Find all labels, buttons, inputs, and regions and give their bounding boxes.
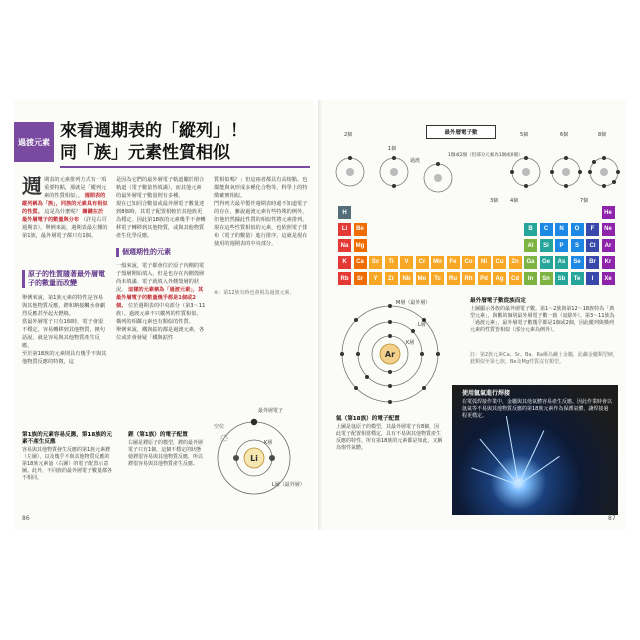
paragraph: 門得列夫最早製作週期表時還不知道電子的存在，雖說過渡元素有些特殊的例外，但他仍然據此性質的相似性將元素排列。 — [214, 201, 308, 223]
paragraph: 現在這些性質相似的元素，也依照電子排布（電子的數量）進行排序，這就是現在使用的週期表的中央部分。 — [214, 225, 308, 247]
m-shell-label: M層（最外層） — [396, 300, 431, 306]
element-cell: Ge — [540, 256, 553, 269]
paragraph: 一般來說，電子都會位於原子內側的電子殼層開始填入，但是也存在內側殼層尚未填滿、電子就填入外側殼層的狀況。 — [116, 263, 205, 293]
paragraph: 舉例來說，第1族元素的特性是容易與其他物質反應，鋰和鈉接觸水會劇烈反應甚至起火燃燒。 — [22, 295, 106, 317]
side-note-text: 上圖顯示各族的最外層電子數。第1～2族與第12～18族特為「典型元素」，與數的個別最外層電子數一致（氦除外）。第3～11族為「過渡元素」，最外層電子數幾乎都是1個或2個，因此縱列與橫列元素的性質皆相似（部分元素為例外）。 — [470, 306, 615, 333]
element-cell: O — [571, 223, 584, 236]
caption-group-elements — [22, 432, 112, 482]
page-number-left: 86 — [22, 515, 30, 522]
element-cell: Na — [338, 239, 351, 252]
photo-text: 在電弧焊接作業中，金屬與其他氣體容易產生反應。因此作業時會以氬氣等不易與其他物質反應的第18族元素作為保護氣體，讓焊接過程更穩定。 — [462, 399, 613, 419]
caption-argon — [336, 416, 444, 452]
element-cell: F — [586, 223, 599, 236]
element-cell: Cu — [493, 256, 506, 269]
label-2: 2個 — [344, 132, 353, 138]
element-cell: Cr — [416, 256, 429, 269]
element-cell: Zn — [509, 256, 522, 269]
caption-text: 容易與其他物質發生反應的第1族元素鋰（左圖），以及幾乎不與其他物質反應的第18族元素氬（右圖）的電子配置示意圖。此外，不同族的最外層電子數量都各不相同。 — [22, 447, 113, 481]
element-cell: Kr — [602, 256, 615, 269]
element-cell: Be — [354, 223, 367, 236]
element-cell: Ca — [354, 256, 367, 269]
k-shell-label: K層 — [264, 440, 273, 446]
vacancy-label: 空位 — [214, 424, 225, 430]
element-cell: P — [555, 239, 568, 252]
side-note-title: 最外層電子數從族而定 — [470, 298, 526, 304]
element-cell: V — [400, 256, 413, 269]
note: ※：第12族有時也會視為過渡元素。 — [214, 290, 295, 296]
lithium-atom-diagram — [210, 400, 310, 510]
element-cell: Nb — [400, 272, 413, 285]
outer-electron-header: 最外層電子數 — [426, 125, 496, 139]
text-column-1b — [22, 294, 108, 366]
element-cell: Ni — [478, 256, 491, 269]
key-text: （詳見右頁週期表）。舉例來說，週期表最左側的第1族，最外層電子都只有1個。 — [22, 217, 108, 239]
element-cell: Ne — [602, 223, 615, 236]
caption-title: 第1族的元素容易反應，第18族的元素不產生反應 — [22, 432, 112, 445]
outer-electron — [251, 419, 257, 425]
intro-highlight: 週期表的縱列稱為「族」，同族的元素具有相似的性質。 — [22, 193, 108, 215]
caption-text: 上圖是氬原子的模型，其最外層電子有8個，因此電子配置相當穩定，具有不易與其他物質產生反應的特性。所有第18族的元素都是如此，又稱為惰性氣體。 — [336, 424, 443, 451]
spark-line — [506, 416, 519, 485]
element-cell: Se — [571, 256, 584, 269]
transition-highlight: 這樣的元素稱為「過渡元素」，其最外層電子的數量幾乎都是1個或2個。 — [116, 287, 204, 309]
element-cell: Mg — [354, 239, 367, 252]
photo-caption — [462, 390, 612, 420]
page-title — [60, 120, 310, 164]
label-transition: 過渡 — [410, 158, 421, 164]
element-cell: H — [338, 206, 351, 219]
intro-text: 期表的元素排列方式有一項重要特點，那就是「縱列元素的性質相似」。 — [44, 177, 107, 199]
paragraph: 舉例來說，鐵與鈷的都是過渡元素，各位或許會發疑「鐵與鈷性 — [116, 327, 205, 341]
label-6: 6個 — [560, 132, 569, 138]
title-line-1: 來看週期表的「縱列」！ — [60, 121, 247, 141]
element-cell: Fe — [447, 256, 460, 269]
electron-k — [233, 455, 239, 461]
element-cell: Zr — [385, 272, 398, 285]
element-cell: Ag — [493, 272, 506, 285]
drop-cap: 週 — [22, 174, 42, 198]
element-cell: Co — [462, 256, 475, 269]
side-footnote: 註：第2族元素Ca、Sr、Ba、Ra稱為鹼土金屬，此鹼金屬類型硬，鎂類似至第七族。Be及Mg性質沒有類型。 — [470, 352, 618, 365]
label-1: 1個 — [388, 146, 397, 152]
element-cell: Xe — [602, 272, 615, 285]
element-cell: Tc — [431, 272, 444, 285]
title-rule — [60, 166, 310, 168]
electron-count-diagram — [330, 126, 622, 206]
text-column-3 — [214, 176, 308, 248]
element-cell: Al — [524, 239, 537, 252]
element-cell: B — [524, 223, 537, 236]
element-cell: Br — [586, 256, 599, 269]
outer-electron-label: 最外層電子 — [258, 408, 284, 414]
element-cell: Sc — [369, 256, 382, 269]
photo-title: 使用氬氣進行焊接 — [462, 390, 511, 397]
element-cell: C — [540, 223, 553, 236]
periodic-table — [338, 206, 618, 290]
section-tag: 過渡元素 — [14, 122, 54, 162]
element-cell: Cl — [586, 239, 599, 252]
element-cell: Rb — [338, 272, 351, 285]
subheading-1: 原子的性質隨著最外層電子的數量而改變 — [22, 270, 108, 288]
element-cell: He — [602, 206, 615, 219]
element-cell: S — [571, 239, 584, 252]
side-note — [470, 298, 618, 334]
text-column-2 — [116, 176, 206, 240]
element-cell: Si — [540, 239, 553, 252]
paragraph: 至於第18族的元素則具有幾乎不與其他物質反應的特徵，這 — [22, 351, 107, 365]
element-cell: Ga — [524, 256, 537, 269]
argon-atom-diagram — [330, 296, 450, 406]
element-cell: Ru — [447, 272, 460, 285]
k-shell-label: K層 — [406, 340, 415, 346]
key-highlight: 關鍵在於最外層電子的數量與分布 — [22, 209, 104, 223]
label-7: 7個 — [580, 198, 589, 204]
element-cell: Sn — [540, 272, 553, 285]
paragraph: 現在已知同合數量或最外層電子數量達到8個時，其電子配置相較於其他族更為穩定。因此第18族的元素幾乎不會轉移電子轉移到其他物質，或與其他物質產生化學反應。 — [116, 201, 206, 239]
paragraph: 質相似嗎？」但這兩者都具有高熔點、也都能與氧形成多種化合物等，科學上的特徵確實相似。 — [214, 177, 308, 199]
element-cell: Cd — [509, 272, 522, 285]
text-column-2b — [116, 262, 206, 342]
element-cell: As — [555, 256, 568, 269]
page-number-right: 87 — [608, 515, 616, 522]
element-cell: Y — [369, 272, 382, 285]
atom-icon-group — [336, 156, 620, 192]
caption-title: 氬（第18族）的電子配置 — [336, 416, 400, 422]
nucleus-label: Li — [250, 454, 258, 463]
element-cell: Li — [338, 223, 351, 236]
subheading-2: 個週期性的元素 — [116, 248, 206, 257]
label-4: 4個 — [510, 198, 519, 204]
intro-question: 這是為什麼呢？ — [44, 209, 81, 215]
element-cell: Rh — [462, 272, 475, 285]
element-cell: Sr — [354, 272, 367, 285]
element-cell: Te — [571, 272, 584, 285]
spark-line — [518, 430, 544, 485]
electron-k — [269, 455, 275, 461]
element-cell: K — [338, 256, 351, 269]
nucleus-label: Ar — [384, 350, 396, 359]
element-cell: Ar — [602, 239, 615, 252]
element-cell: Sb — [555, 272, 568, 285]
label-mid: 1個或2個（但部分元素為1個或0個） — [448, 153, 523, 158]
label-3: 3個 — [490, 198, 499, 204]
paragraph: 當最外層電子只有1個時，電子會很不穩定，容易轉移到其他物質，換句話說，就是容易與其他物質產生反應。 — [22, 319, 106, 349]
l-shell-label: L層（最外層） — [272, 482, 305, 488]
element-cell: In — [524, 272, 537, 285]
text-column-1 — [22, 176, 108, 240]
element-cell: Ti — [385, 256, 398, 269]
caption-lithium — [128, 432, 206, 468]
element-cell: I — [586, 272, 599, 285]
element-cell: Pd — [478, 272, 491, 285]
caption-title: 鋰（第1族）的電子配置 — [128, 432, 188, 438]
caption-text: 右圖是鋰原子的模型，鋰的最外層電子只有1個，這個不穩定的狀態使鋰很容易與其他物質反應，所以鋰很容易與其他物質產生反應。 — [128, 440, 204, 467]
element-cell: N — [555, 223, 568, 236]
paragraph: 位於週期表的中央部分（第3～11族）。過渡元素不只縱列的性質相似，橫列的相鄰元素也有類似的性質。 — [116, 303, 206, 325]
label-8: 8個 — [598, 132, 607, 138]
l-shell-label: L層 — [418, 322, 426, 328]
title-line-2: 同「族」元素性質相似 — [60, 143, 230, 163]
element-cell: Mo — [416, 272, 429, 285]
element-cell: Mn — [431, 256, 444, 269]
paragraph: 是因為它們的最外層電子軌道屬於閉合軌道（電子數量皆填滿）。而其他元素的最外層電子數量則有多種。 — [116, 177, 205, 199]
label-5: 5個 — [520, 132, 529, 138]
